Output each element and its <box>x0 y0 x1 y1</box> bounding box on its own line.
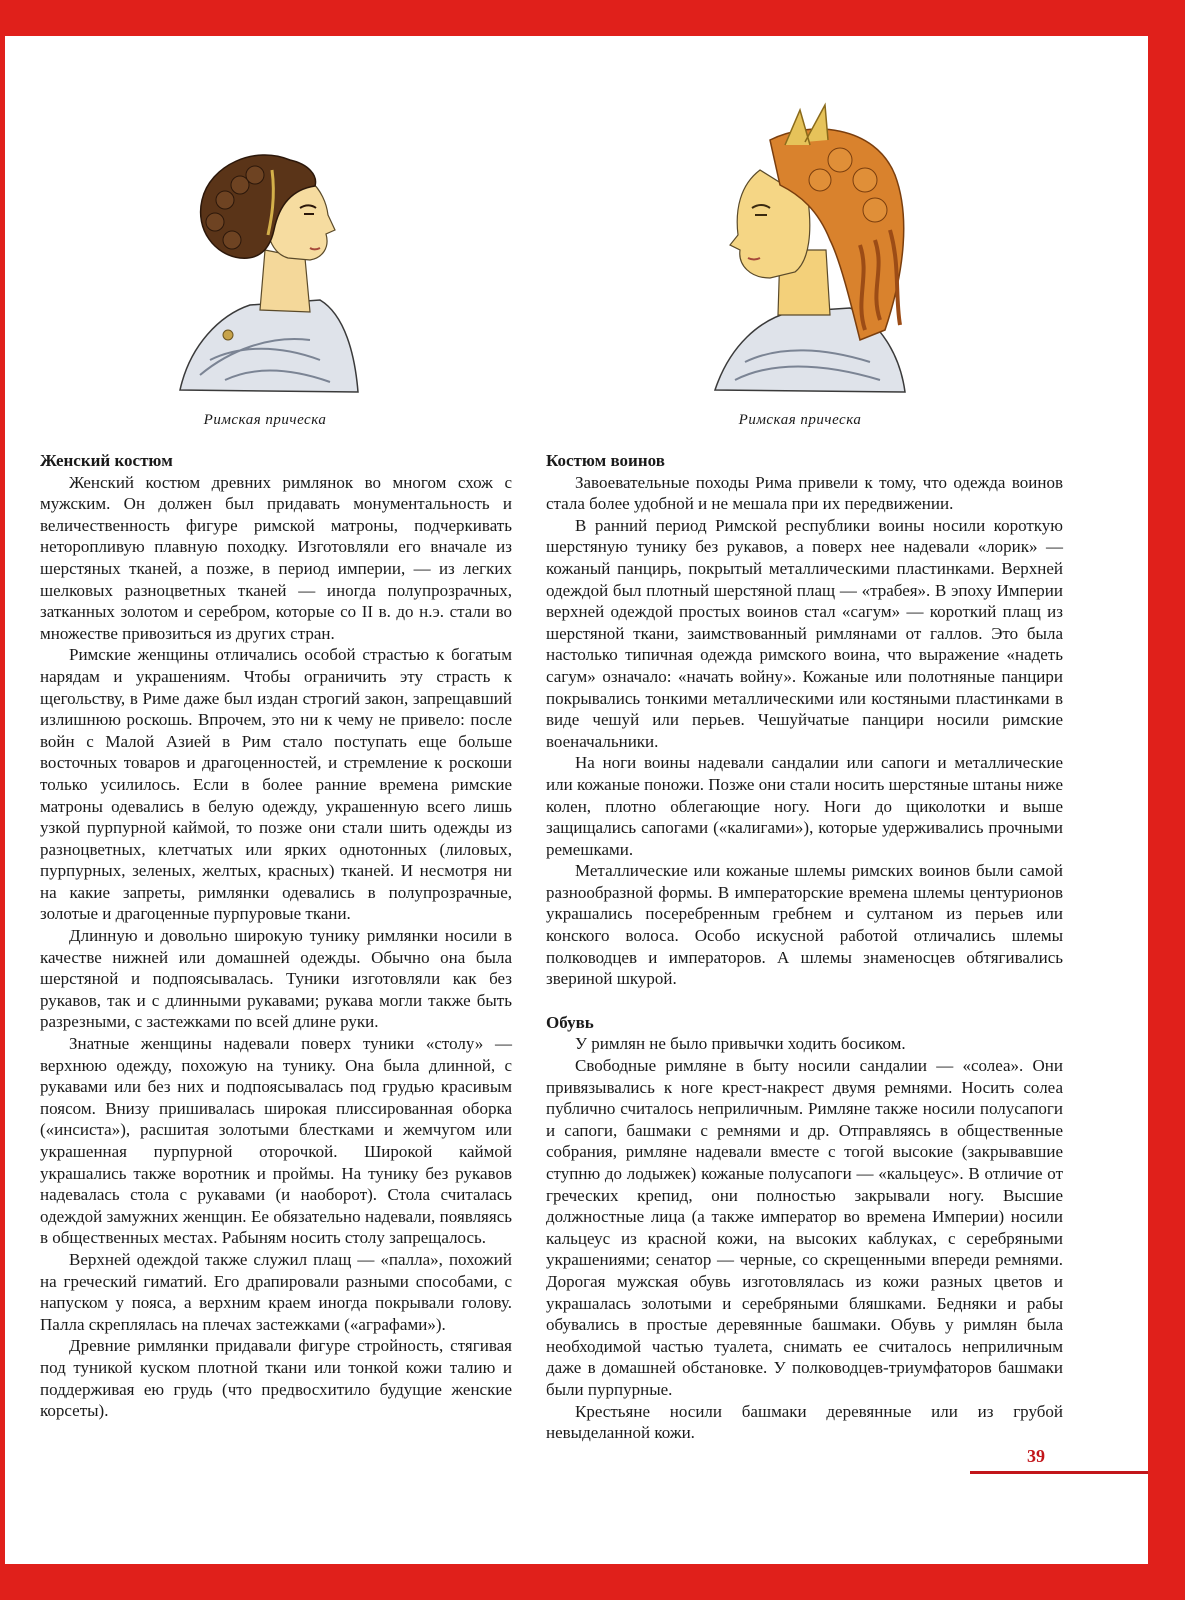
paragraph: У римлян не было привычки ходить босиком. <box>575 1034 906 1054</box>
figure-caption-right: Римская прическа <box>738 412 862 428</box>
right-column <box>546 450 1063 1444</box>
section-heading-footwear: Обувь <box>546 1012 594 1032</box>
paragraph: Женский костюм древних римлянок во многом схож с мужским. Он должен был придавать монументальность и величественность фигуре римской матроны, подчеркивать неторопливую плавную походку. Изготовляли его вначале из шерстяных тканей, а позже, в период империи, — из легких шелковых разноцветных тканей — иногда полупрозрачных, затканных золотом и серебром, которые со II в. до н.э. стали во множестве привозиться из других стран. <box>40 472 512 643</box>
page-number-rule <box>970 1471 1148 1474</box>
paragraph: Металлические или кожаные шлемы римских воинов были самой разнообразной формы. В императорские времена шлемы центурионов украшались посеребренным гребнем и султаном из перьев или конского волоса. Особо искусной работой отличались шлемы полководцев и императоров. А шлемы знаменосцев обтягивались звериной шкурой. <box>546 861 1063 989</box>
section-spacer <box>546 990 1063 1012</box>
paragraph: Завоевательные походы Рима привели к тому, что одежда воинов стала более удобной и не мешала при их передвижении. <box>546 472 1063 514</box>
paragraph: Древние римлянки придавали фигуре стройность, стягивая под туникой куском плотной ткани или тонкой кожи талию и поддерживая ею грудь (что предвосхитило будущие женские корсеты). <box>40 1336 512 1421</box>
paragraph: Свободные римляне в быту носили сандалии — «солеа». Они привязывались к ноге крест-накрест двумя ремнями. Носить солеа публично считалось неприличным. Римляне также носили полусапоги и сапоги, башмаки с ремнями и др. Отправляясь в общественные собрания, римляне надевали вместе с тогой высокие (закрывавшие ступню до лодыжек) кожаные полусапоги — «кальцеус». В отличие от греческих крепид, они полностью закрывали ногу. Высшие должностные лица (а также император во времена Империи) носили кальцеус из красной кожи, на высоких каблуках, с серебряными украшениями; сенатор — черные, со скрещенными впереди ремнями. Дорогая мужская обувь изготовлялась из кожи разных цветов и украшалась золотыми и серебряными бляшками. Бедняки и рабы обувались в простые деревянные башмаки. Обувь у римлян была необходимой частью туалета, снимать ее считалось неприличным даже в домашней обстановке. У полководцев-триумфаторов башмаки были пурпурные. <box>546 1056 1063 1399</box>
red-frame-right <box>1148 0 1185 1600</box>
paragraph: Римские женщины отличались особой страстью к богатым нарядам и украшениям. Чтобы ограничить эту страсть к щегольству, в Риме даже был издан строгий закон, запрещавший излишнюю роскошь. Впрочем, это ни к чему не привело: после войн с Малой Азией в Рим стало поступать еще больше восточных товаров и драгоценностей, и стремление к роскоши только усилилось. Если в более ранние времена римские матроны одевались в белую одежду, украшенную всего лишь узкой пурпурной каймой, то позже они стали шить одежды из разноцветных, клетчатых или ярких однотонных (лиловых, пурпурных, зеленых, желтых, красных) тканей. И несмотря ни на какие запреты, римлянки одевались в полупрозрачные, золотые и драгоценные пурпуровые ткани. <box>40 645 512 924</box>
red-frame-left <box>0 0 5 1600</box>
page-number: 39 <box>1027 1446 1045 1466</box>
left-column <box>40 450 512 1422</box>
paragraph: Знатные женщины надевали поверх туники «столу» — верхнюю одежду, похожую на тунику. Она была длинной, с рукавами или без них и подпоясывалась под грудью красивым поясом. Внизу пришивалась широкая плиссированная оборка («инсиста»), расшитая золотыми блестками и жемчугом или украшенная пурпурной оторочкой. Широкой каймой украшались также воротник и проймы. На тунику без рукавов надевалась стола с рукавами (и наоборот). Стола считалась одеждой замужних женщин. Ее обязательно надевали, появляясь в общественных местах. Рабыням носить столу запрещалось. <box>40 1034 512 1248</box>
section-heading-womens-costume: Женский костюм <box>40 451 173 470</box>
paragraph: Крестьяне носили башмаки деревянные или из грубой невыделанной кожи. <box>546 1401 1063 1443</box>
paragraph: Верхней одеждой также служил плащ — «палла», похожий на греческий гиматий. Его драпировали разными способами, с напуском у пояса, а верхним краем иногда покрывали голову. Палла скреплялась на плечах застежками («аграфами»). <box>40 1249 512 1334</box>
red-frame-top <box>0 0 1185 36</box>
section-heading-warriors-costume: Костюм воинов <box>546 451 665 470</box>
paragraph: В ранний период Римской республики воины носили короткую шерстяную тунику без рукавов, а поверх нее надевали «лорик» — кожаный панцирь, покрытый металлическими пластинками. Верхней одеждой был плотный шерстяной плащ — «трабея». В эпоху Империи верхней одеждой простых воинов стал «сагум» — короткий плащ из шерстяной ткани, заимствованный римлянами от галлов. Это была настолько типичная одежда римского воина, что выражение «надеть сагум» означало: «начать войну». Кожаные или полотняные панцири покрывались тонкими металлическими или костяными пластинками в виде чешуй или перьев. Чешуйчатые панцири носили римские военачальники. <box>546 515 1063 751</box>
roman-woman-long-curls-portrait <box>700 100 920 400</box>
red-frame-bottom <box>0 1564 1185 1600</box>
paragraph: На ноги воины надевали сандалии или сапоги и металлические или кожаные поножи. Позже они стали носить шерстяные штаны ниже колен, плотно облегающие ногу. Ноги до щиколотки и выше защищались сапогами («калигами»), которые удерживались прочными ремешками. <box>546 753 1063 859</box>
paragraph: Длинную и довольно широкую тунику римлянки носили в качестве нижней или домашней одежды. Обычно она была шерстяной и подпоясывалась. Туники изготовляли как без рукавов, так и с длинными рукавами; рукава могли также быть разрезными, с застежками по всей длине руки. <box>40 926 512 1032</box>
roman-woman-short-curls-portrait <box>170 130 360 410</box>
figure-caption-left: Римская прическа <box>203 412 327 428</box>
